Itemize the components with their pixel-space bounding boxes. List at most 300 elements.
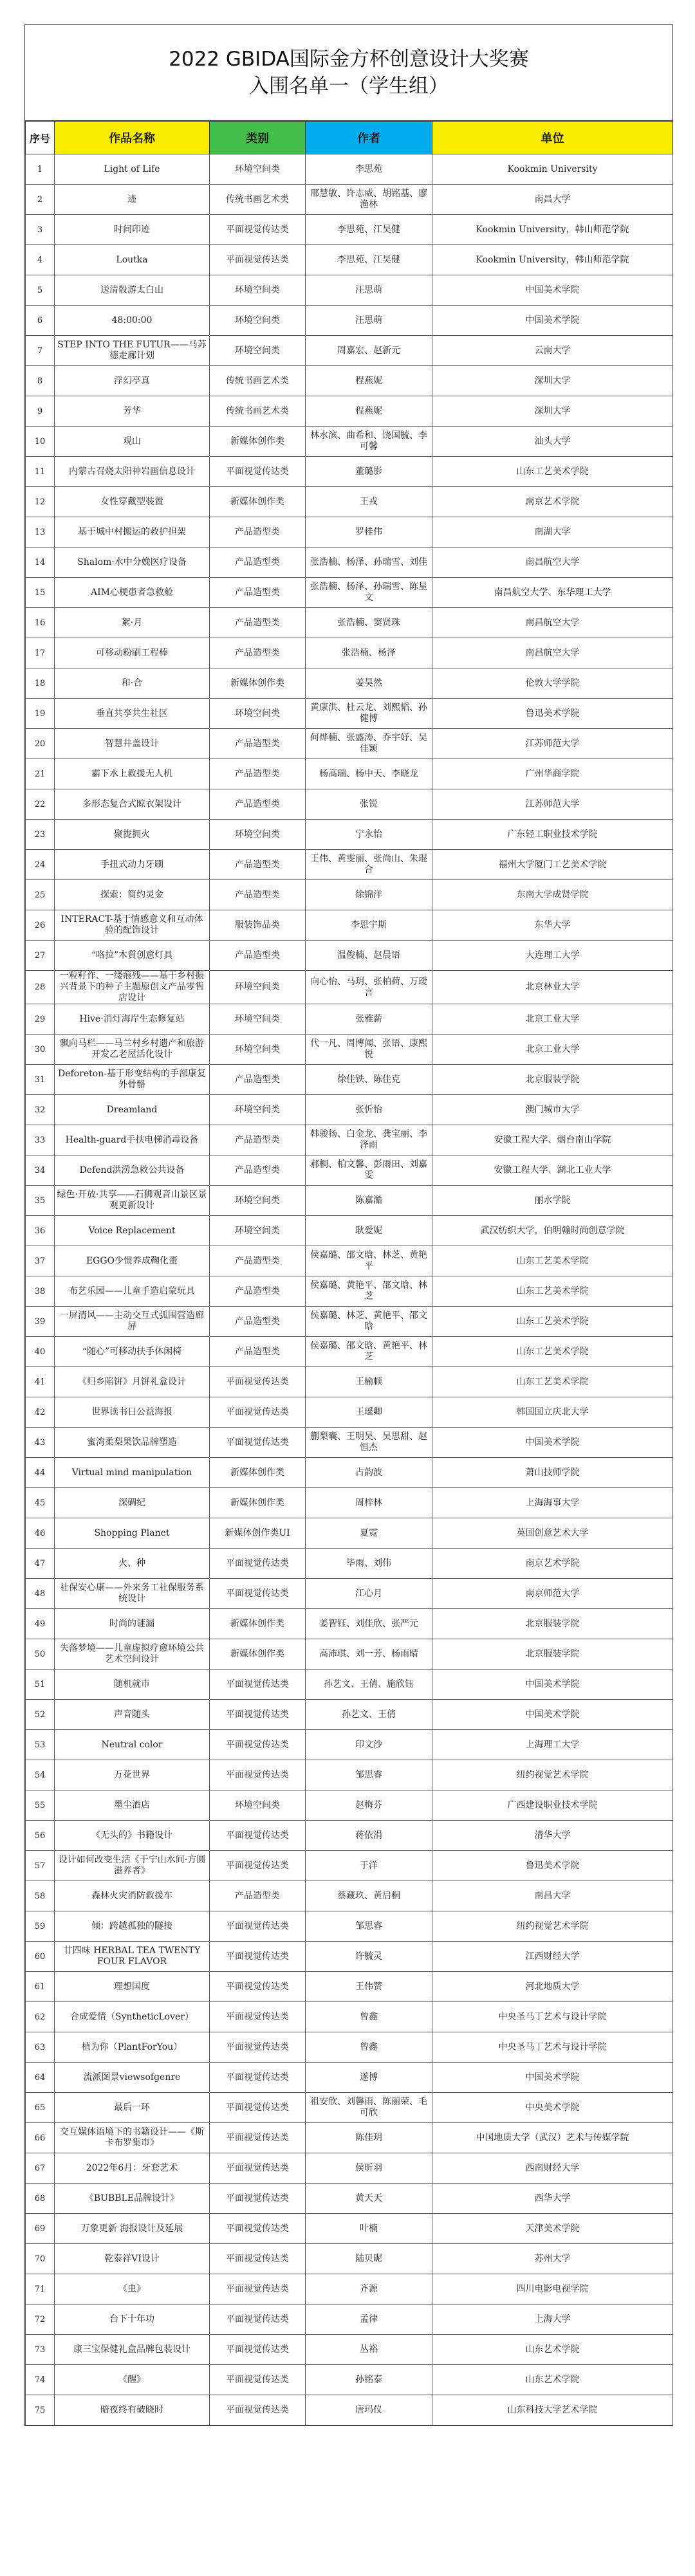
category: 传统书画艺术类 xyxy=(210,396,306,427)
school: 上海海事大学 xyxy=(432,1488,673,1518)
work-name: 芳华 xyxy=(55,396,210,427)
nominee-table xyxy=(25,121,673,2425)
author: 周嘉宏、赵新元 xyxy=(306,336,432,366)
row-number: 26 xyxy=(26,910,55,941)
author: 赵梅芬 xyxy=(306,1790,432,1821)
table-row xyxy=(26,1942,673,1972)
author: 毕雨、刘伟 xyxy=(306,1549,432,1579)
row-number: 3 xyxy=(26,215,55,245)
school: 中国美术学院 xyxy=(432,306,673,336)
table-row xyxy=(26,1186,673,1216)
author: 黄康洪、杜云龙、刘熙韬、孙健博 xyxy=(306,699,432,729)
author: 张浩楠、杨泽 xyxy=(306,638,432,668)
category: 平面视觉传达类 xyxy=(210,2305,306,2335)
category: 平面视觉传达类 xyxy=(210,1700,306,1730)
category: 产品造型类 xyxy=(210,759,306,789)
row-number: 54 xyxy=(26,1760,55,1790)
author: 印文沙 xyxy=(306,1730,432,1760)
table-row xyxy=(26,1549,673,1579)
category: 产品造型类 xyxy=(210,729,306,759)
table-row xyxy=(26,2274,673,2305)
table-row xyxy=(26,578,673,608)
school: 天津美术学院 xyxy=(432,2214,673,2244)
table-row xyxy=(26,457,673,487)
author: 陈佳玥 xyxy=(306,2123,432,2153)
work-name: 时间印迹 xyxy=(55,215,210,245)
school: 广州华商学院 xyxy=(432,759,673,789)
work-name: 合成爱情（SyntheticLover） xyxy=(55,2002,210,2032)
author: 孟律 xyxy=(306,2305,432,2335)
row-number: 35 xyxy=(26,1186,55,1216)
author: 向心怡、马玥、张柏荷、万瑷言 xyxy=(306,971,432,1004)
school: 深圳大学 xyxy=(432,396,673,427)
category: 平面视觉传达类 xyxy=(210,1579,306,1609)
school: 中国美术学院 xyxy=(432,1670,673,1700)
row-number: 51 xyxy=(26,1670,55,1700)
category: 产品造型类 xyxy=(210,1065,306,1095)
table-row xyxy=(26,699,673,729)
author: 罗桂伟 xyxy=(306,517,432,547)
author: 董璐影 xyxy=(306,457,432,487)
category: 平面视觉传达类 xyxy=(210,2153,306,2184)
table-row xyxy=(26,154,673,185)
row-number: 4 xyxy=(26,245,55,275)
work-name: AIM心梗患者急救舱 xyxy=(55,578,210,608)
category: 平面视觉传达类 xyxy=(210,2032,306,2063)
category: 环境空间类 xyxy=(210,699,306,729)
row-number: 31 xyxy=(26,1065,55,1095)
table-row xyxy=(26,1125,673,1155)
table-row xyxy=(26,2063,673,2093)
row-number: 37 xyxy=(26,1246,55,1276)
author: 张浩楠、杨泽、孙瑞雪、刘佳 xyxy=(306,547,432,578)
table-row xyxy=(26,245,673,275)
work-name: “咯拉”木質创意灯具 xyxy=(55,941,210,971)
author: 侯嘉璐、黄艳平、邵文晗、林芝 xyxy=(306,1276,432,1307)
author: 姜昊然 xyxy=(306,668,432,699)
school: 南昌航空大学、东华理工大学 xyxy=(432,578,673,608)
row-number: 33 xyxy=(26,1125,55,1155)
author: 汪思萌 xyxy=(306,275,432,306)
row-number: 1 xyxy=(26,154,55,185)
table-row xyxy=(26,1881,673,1911)
work-name: INTERACT-基于情感意义和互动体验的配饰设计 xyxy=(55,910,210,941)
author: 蒯梨囊、王明昊、吴思甜、赵恒杰 xyxy=(306,1428,432,1458)
row-number: 27 xyxy=(26,941,55,971)
author: 侯嘉璐、林芝、黄艳平、邵文晗 xyxy=(306,1307,432,1337)
school: 广东轻工职业技术学院 xyxy=(432,820,673,850)
table-row xyxy=(26,517,673,547)
category: 平面视觉传达类 xyxy=(210,2335,306,2365)
row-number: 60 xyxy=(26,1942,55,1972)
work-name: 墨尘酒店 xyxy=(55,1790,210,1821)
table-row xyxy=(26,1065,673,1095)
work-name: Shalom·水中分娩医疗设备 xyxy=(55,547,210,578)
work-name: 乾泰祥VI设计 xyxy=(55,2244,210,2274)
row-number: 74 xyxy=(26,2365,55,2395)
school: 东华大学 xyxy=(432,910,673,941)
author: 王瑶卿 xyxy=(306,1397,432,1428)
work-name: 浮幻亭真 xyxy=(55,366,210,396)
work-name: 森林火灾消防救援车 xyxy=(55,1881,210,1911)
category: 平面视觉传达类 xyxy=(210,2214,306,2244)
work-name: Light of Life xyxy=(55,154,210,185)
work-name: 康三宝保健礼盒品牌包装设计 xyxy=(55,2335,210,2365)
table-row xyxy=(26,1639,673,1670)
work-name: 内蒙古召烧太阳神岩画信息设计 xyxy=(55,457,210,487)
school: 广西建设职业技术学院 xyxy=(432,1790,673,1821)
author: 许毓灵 xyxy=(306,1942,432,1972)
work-name: 基于城中村搬运的救护担架 xyxy=(55,517,210,547)
category: 环境空间类 xyxy=(210,1035,306,1065)
row-number: 17 xyxy=(26,638,55,668)
work-name: 万象更新 海报设计及延展 xyxy=(55,2214,210,2244)
work-name: Deforeton-基于形变结构的手部康复外骨骼 xyxy=(55,1065,210,1095)
work-name: Virtual mind manipulation xyxy=(55,1458,210,1488)
school: 云南大学 xyxy=(432,336,673,366)
school: 南昌航空大学 xyxy=(432,608,673,638)
author: 张浩楠、窦贤珠 xyxy=(306,608,432,638)
row-number: 72 xyxy=(26,2305,55,2335)
work-name: 垂直共享共生社区 xyxy=(55,699,210,729)
row-number: 47 xyxy=(26,1549,55,1579)
author: 邹思睿 xyxy=(306,1760,432,1790)
row-number: 55 xyxy=(26,1790,55,1821)
category: 平面视觉传达类 xyxy=(210,1549,306,1579)
category: 平面视觉传达类 xyxy=(210,2184,306,2214)
work-name: 随机就市 xyxy=(55,1670,210,1700)
row-number: 52 xyxy=(26,1700,55,1730)
category: 平面视觉传达类 xyxy=(210,2002,306,2032)
table-row xyxy=(26,1035,673,1065)
table-row xyxy=(26,1670,673,1700)
author: 高沛琪、刘一芳、杨雨晴 xyxy=(306,1639,432,1670)
school: 苏州大学 xyxy=(432,2244,673,2274)
school: 山东工艺美术学院 xyxy=(432,1367,673,1397)
author: 张浩楠、杨泽、孙瑞雪、陈星文 xyxy=(306,578,432,608)
table-row xyxy=(26,336,673,366)
school: 大连理工大学 xyxy=(432,941,673,971)
work-name: 探索：简约灵金 xyxy=(55,880,210,910)
school: 河北地质大学 xyxy=(432,1972,673,2002)
row-number: 30 xyxy=(26,1035,55,1065)
award-list-sheet xyxy=(24,24,673,2426)
row-number: 63 xyxy=(26,2032,55,2063)
table-row xyxy=(26,2123,673,2153)
author: 于洋 xyxy=(306,1851,432,1881)
category: 新媒体创作类UI xyxy=(210,1518,306,1549)
author: 侯昕羽 xyxy=(306,2153,432,2184)
table-row xyxy=(26,1790,673,1821)
table-row xyxy=(26,971,673,1004)
work-name: 失落梦境——儿童虚拟疗愈环境公共艺术空间设计 xyxy=(55,1639,210,1670)
row-number: 13 xyxy=(26,517,55,547)
author: 曾鑫 xyxy=(306,2002,432,2032)
row-number: 39 xyxy=(26,1307,55,1337)
row-number: 59 xyxy=(26,1911,55,1942)
table-body xyxy=(26,154,673,2425)
author: 王伟、黄雯丽、张尚山、朱琨合 xyxy=(306,850,432,880)
row-number: 45 xyxy=(26,1488,55,1518)
table-row xyxy=(26,275,673,306)
school: 南京师范大学 xyxy=(432,1579,673,1609)
author: 程燕妮 xyxy=(306,396,432,427)
category: 新媒体创作类 xyxy=(210,427,306,457)
category: 平面视觉传达类 xyxy=(210,1972,306,2002)
school: 清华大学 xyxy=(432,1821,673,1851)
work-name: 最后一环 xyxy=(55,2093,210,2123)
category: 环境空间类 xyxy=(210,306,306,336)
table-row xyxy=(26,759,673,789)
category: 产品造型类 xyxy=(210,1125,306,1155)
row-number: 40 xyxy=(26,1337,55,1367)
table-row xyxy=(26,2093,673,2123)
work-name: 一粒籽作、一缕痕残——基于乡村振兴背景下的种子主题原创文产品零售店设计 xyxy=(55,971,210,1004)
work-name: 绿色·开放·共享——石狮观音山景区景观更新设计 xyxy=(55,1186,210,1216)
author: 张锐 xyxy=(306,789,432,820)
category: 产品造型类 xyxy=(210,1337,306,1367)
school: 南京艺术学院 xyxy=(432,1549,673,1579)
author: 周梓林 xyxy=(306,1488,432,1518)
work-name: “随心”可移动扶手休闲椅 xyxy=(55,1337,210,1367)
author: 侯嘉璐、邵文晗、黄艳平、林芝 xyxy=(306,1337,432,1367)
table-row xyxy=(26,789,673,820)
school: 安徽工程大学、湖北工业大学 xyxy=(432,1155,673,1186)
table-row xyxy=(26,1700,673,1730)
row-number: 20 xyxy=(26,729,55,759)
author: 郝桐、柏文馨、彭雨田、刘嘉雯 xyxy=(306,1155,432,1186)
table-row xyxy=(26,910,673,941)
row-number: 9 xyxy=(26,396,55,427)
category: 产品造型类 xyxy=(210,1155,306,1186)
table-row xyxy=(26,2153,673,2184)
table-row xyxy=(26,2395,673,2425)
row-number: 49 xyxy=(26,1609,55,1639)
school: 中国美术学院 xyxy=(432,2063,673,2093)
work-name: 迹 xyxy=(55,185,210,215)
work-name: 火、种 xyxy=(55,1549,210,1579)
category: 平面视觉传达类 xyxy=(210,1760,306,1790)
category: 产品造型类 xyxy=(210,880,306,910)
work-name: 倾：跨越孤独的隧接 xyxy=(55,1911,210,1942)
category: 平面视觉传达类 xyxy=(210,215,306,245)
author: 孙艺文、王倩、施欣钰 xyxy=(306,1670,432,1700)
school: 伦敦大学学院 xyxy=(432,668,673,699)
row-number: 6 xyxy=(26,306,55,336)
author: 侯嘉璐、邵文晗、林芝、黄艳平 xyxy=(306,1246,432,1276)
school: 纽约视觉艺术学院 xyxy=(432,1760,673,1790)
category: 平面视觉传达类 xyxy=(210,1730,306,1760)
category: 平面视觉传达类 xyxy=(210,2395,306,2425)
school: 北京服装学院 xyxy=(432,1065,673,1095)
work-name: Health-guard手扶电梯消毒设备 xyxy=(55,1125,210,1155)
author: 李思苑 xyxy=(306,154,432,185)
work-name: 《BUBBLE品牌设计》 xyxy=(55,2184,210,2214)
work-name: 流派图景viewsofgenre xyxy=(55,2063,210,2093)
school: 东南大学成贤学院 xyxy=(432,880,673,910)
table-row xyxy=(26,850,673,880)
category: 新媒体创作类 xyxy=(210,1609,306,1639)
work-name: 万花世界 xyxy=(55,1760,210,1790)
work-name: 设计如何改变生活《于宁山水间·方圆滋养者》 xyxy=(55,1851,210,1881)
work-name: 深碉纪 xyxy=(55,1488,210,1518)
row-number: 69 xyxy=(26,2214,55,2244)
row-number: 14 xyxy=(26,547,55,578)
row-number: 11 xyxy=(26,457,55,487)
school: 汕头大学 xyxy=(432,427,673,457)
row-number: 53 xyxy=(26,1730,55,1760)
row-number: 66 xyxy=(26,2123,55,2153)
work-name: 《归乡陷饼》月饼礼盒设计 xyxy=(55,1367,210,1397)
table-row xyxy=(26,1246,673,1276)
author: 曾鑫 xyxy=(306,2032,432,2063)
table-row xyxy=(26,1367,673,1397)
author: 陈嘉澔 xyxy=(306,1186,432,1216)
row-number: 2 xyxy=(26,185,55,215)
author: 黄天天 xyxy=(306,2184,432,2214)
work-name: 一屏清风——主动交互式弧围营造廊屏 xyxy=(55,1307,210,1337)
school: 北京林业大学 xyxy=(432,971,673,1004)
author: 徐锦洋 xyxy=(306,880,432,910)
table-row xyxy=(26,1579,673,1609)
school: Kookmin University，韩山师范学院 xyxy=(432,215,673,245)
row-number: 71 xyxy=(26,2274,55,2305)
category: 环境空间类 xyxy=(210,1095,306,1125)
school: 韩国国立庆北大学 xyxy=(432,1397,673,1428)
row-number: 34 xyxy=(26,1155,55,1186)
school: 中央圣马丁艺术与设计学院 xyxy=(432,2032,673,2063)
work-name: 观山 xyxy=(55,427,210,457)
table-row xyxy=(26,880,673,910)
school: 北京工业大学 xyxy=(432,1035,673,1065)
work-name: 可移动粉刷工程棒 xyxy=(55,638,210,668)
category: 新媒体创作类 xyxy=(210,1458,306,1488)
row-number: 43 xyxy=(26,1428,55,1458)
author: 李思苑、江昊健 xyxy=(306,215,432,245)
table-row xyxy=(26,487,673,517)
school: 南昌航空大学 xyxy=(432,547,673,578)
work-name: 交互媒体语境下的书籍设计——《斯卡布罗集市》 xyxy=(55,2123,210,2153)
work-name: Voice Replacement xyxy=(55,1216,210,1246)
table-row xyxy=(26,1337,673,1367)
row-number: 38 xyxy=(26,1276,55,1307)
author: 王戎 xyxy=(306,487,432,517)
author: 王榆顿 xyxy=(306,1367,432,1397)
row-number: 28 xyxy=(26,971,55,1004)
work-name: 手扭式动力牙刷 xyxy=(55,850,210,880)
work-name: 声音随头 xyxy=(55,1700,210,1730)
table-row xyxy=(26,2305,673,2335)
school: 北京服装学院 xyxy=(432,1639,673,1670)
author: 叶楠 xyxy=(306,2214,432,2244)
author: 邢慧敏、许志威、胡铭基、廖渔林 xyxy=(306,185,432,215)
school: Kookmin University，韩山师范学院 xyxy=(432,245,673,275)
category: 环境空间类 xyxy=(210,971,306,1004)
row-number: 22 xyxy=(26,789,55,820)
school: 中央美术学院 xyxy=(432,2093,673,2123)
category: 产品造型类 xyxy=(210,1881,306,1911)
table-row xyxy=(26,608,673,638)
table-row xyxy=(26,1307,673,1337)
work-name: 时尚的谜漏 xyxy=(55,1609,210,1639)
author: 代一凡、周博闻、张语、康熙悦 xyxy=(306,1035,432,1065)
author: 汪思萌 xyxy=(306,306,432,336)
title-block xyxy=(25,25,672,121)
row-number: 41 xyxy=(26,1367,55,1397)
author: 李思苑、江昊健 xyxy=(306,245,432,275)
row-number: 65 xyxy=(26,2093,55,2123)
table-row xyxy=(26,1609,673,1639)
school: 山东艺术学院 xyxy=(432,2335,673,2365)
table-row xyxy=(26,2184,673,2214)
table-row xyxy=(26,1428,673,1458)
page-subtitle: 入围名单一（学生组） xyxy=(249,75,449,98)
school: 山东工艺美术学院 xyxy=(432,457,673,487)
author: 孙铭泰 xyxy=(306,2365,432,2395)
row-number: 32 xyxy=(26,1095,55,1125)
category: 平面视觉传达类 xyxy=(210,1911,306,1942)
school: 武汉纺织大学，伯明翰时尚创意学院 xyxy=(432,1216,673,1246)
table-row xyxy=(26,1730,673,1760)
school: 英国创意艺术大学 xyxy=(432,1518,673,1549)
school: 西南财经大学 xyxy=(432,2153,673,2184)
author: 蔡藏玖、黄启桐 xyxy=(306,1881,432,1911)
author: 祖安欣、刘馨雨、陈丽荣、毛可欣 xyxy=(306,2093,432,2123)
row-number: 48 xyxy=(26,1579,55,1609)
table-row xyxy=(26,820,673,850)
table-row xyxy=(26,1216,673,1246)
category: 平面视觉传达类 xyxy=(210,2274,306,2305)
school: 山东工艺美术学院 xyxy=(432,1246,673,1276)
work-name: STEP INTO THE FUTUR——马苏德走廊计划 xyxy=(55,336,210,366)
category: 产品造型类 xyxy=(210,850,306,880)
work-name: 廿四味 HERBAL TEA TWENTY FOUR FLAVOR xyxy=(55,1942,210,1972)
category: 平面视觉传达类 xyxy=(210,457,306,487)
table-row xyxy=(26,1276,673,1307)
table-row xyxy=(26,2214,673,2244)
table-row xyxy=(26,638,673,668)
row-number: 36 xyxy=(26,1216,55,1246)
school: 纽约视觉艺术学院 xyxy=(432,1911,673,1942)
work-name: 台下十年功 xyxy=(55,2305,210,2335)
table-row xyxy=(26,215,673,245)
table-row xyxy=(26,2335,673,2365)
school: 中国美术学院 xyxy=(432,275,673,306)
category: 环境空间类 xyxy=(210,1186,306,1216)
author: 王伟赞 xyxy=(306,1972,432,2002)
category: 环境空间类 xyxy=(210,336,306,366)
category: 产品造型类 xyxy=(210,517,306,547)
row-number: 61 xyxy=(26,1972,55,2002)
work-name: 植为你（PlantForYou） xyxy=(55,2032,210,2063)
school: 安徽工程大学、烟台南山学院 xyxy=(432,1125,673,1155)
row-number: 21 xyxy=(26,759,55,789)
work-name: 和·合 xyxy=(55,668,210,699)
table-row xyxy=(26,1095,673,1125)
category: 平面视觉传达类 xyxy=(210,1367,306,1397)
author: 韩骏扬、白金龙、龚宝丽、李泽雨 xyxy=(306,1125,432,1155)
school: 福州大学厦门工艺美术学院 xyxy=(432,850,673,880)
school: 江西财经大学 xyxy=(432,1942,673,1972)
category: 产品造型类 xyxy=(210,1307,306,1337)
author: 张雅薪 xyxy=(306,1004,432,1035)
category: 产品造型类 xyxy=(210,578,306,608)
row-number: 18 xyxy=(26,668,55,699)
work-name: 《醒》 xyxy=(55,2365,210,2395)
table-row xyxy=(26,306,673,336)
author: 唐玛仪 xyxy=(306,2395,432,2425)
work-name: EGGO少惯养成鞠化蛋 xyxy=(55,1246,210,1276)
